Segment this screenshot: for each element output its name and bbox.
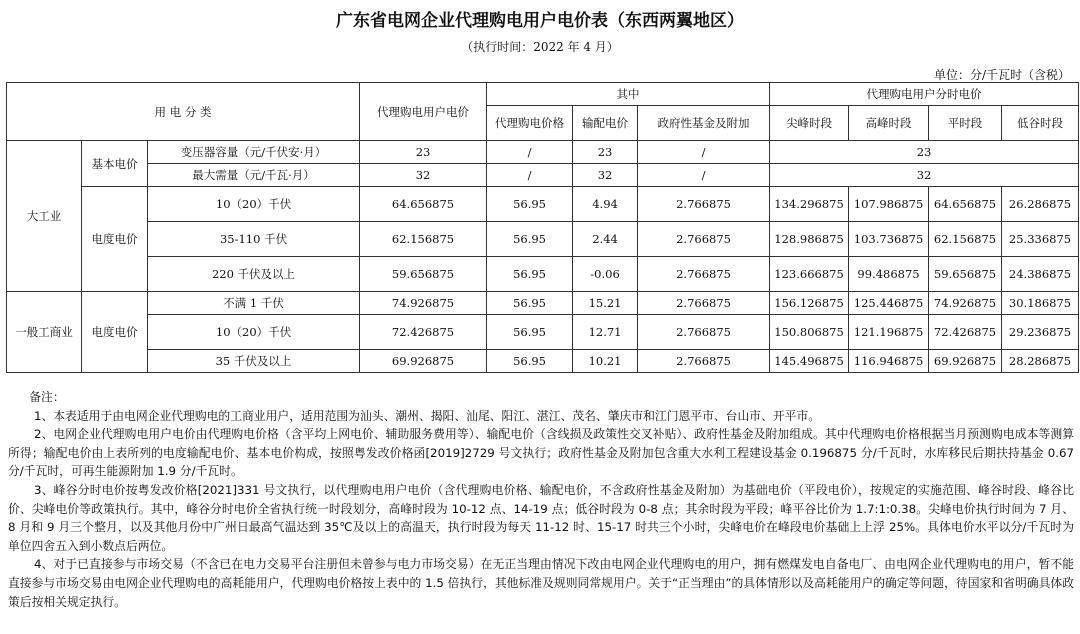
header-sharp-peak: 尖峰时段 — [770, 106, 849, 141]
row-name: 变压器容量（元/千伏安·月） — [148, 141, 360, 164]
cell-peak: 107.986875 — [849, 187, 929, 222]
cell-valley: 26.286875 — [1002, 187, 1079, 222]
cell-sharp: 150.806875 — [770, 315, 849, 350]
table-row — [7, 141, 1079, 164]
cell-fund: 2.766875 — [638, 292, 770, 315]
cell-transmission: 32 — [573, 164, 638, 187]
header-row-1 — [7, 83, 1079, 106]
cell-valley: 30.186875 — [1002, 292, 1079, 315]
cell-sharp: 134.296875 — [770, 187, 849, 222]
cell-flat: 59.656875 — [929, 257, 1002, 292]
cell-sharp: 128.986875 — [770, 222, 849, 257]
cell-agent: 72.426875 — [360, 315, 487, 350]
cell-fund: 2.766875 — [638, 350, 770, 373]
cell-fund: / — [638, 141, 770, 164]
row-name: 35-110 千伏 — [148, 222, 360, 257]
subcategory-basic: 基本电价 — [82, 141, 148, 187]
header-purchase-price: 代理购电价格 — [487, 106, 573, 141]
table-row — [7, 222, 1079, 257]
category-general-industry: 一般工商业 — [7, 292, 82, 373]
cell-flat: 72.426875 — [929, 315, 1002, 350]
header-among: 其中 — [487, 83, 770, 106]
header-agent-price: 代理购电用户电价 — [360, 83, 487, 141]
header-gov-fund: 政府性基金及附加 — [638, 106, 770, 141]
cell-purchase: 56.95 — [487, 257, 573, 292]
header-transmission-price: 输配电价 — [573, 106, 638, 141]
cell-valley: 28.286875 — [1002, 350, 1079, 373]
cell-peak: 99.486875 — [849, 257, 929, 292]
cell-flat: 62.156875 — [929, 222, 1002, 257]
subcategory-energy: 电度电价 — [82, 187, 148, 292]
row-name: 220 千伏及以上 — [148, 257, 360, 292]
price-table — [6, 82, 1079, 373]
row-name: 最大需量（元/千瓦·月） — [148, 164, 360, 187]
table-row — [7, 187, 1079, 222]
note-item: 2、电网企业代理购电用户电价由代理购电价格（含平均上网电价、辅助服务费用等）、输配电价（含线损及政策性交叉补贴）、政府性基金及附加组成。其中代理购电价格根据当月预测购电成本等测算所得；输配电价由上表所列的电度输配电价、基本电价构成，按照粤发改价格函[2019]2729 号文执行；政府性基金及附加包含重大水利工程建设基金 0.196875 分/千瓦时，水库移民后期扶持基金 0.67 分/千瓦时，可再生能源附加 1.9 分/千瓦时。 — [8, 427, 1074, 479]
unit-label: 单位：分/千瓦时（含税） — [933, 68, 1070, 82]
notes-lead: 备注： — [29, 390, 65, 404]
cell-fund: 2.766875 — [638, 222, 770, 257]
cell-agent: 62.156875 — [360, 222, 487, 257]
cell-purchase: 56.95 — [487, 350, 573, 373]
cell-peak: 125.446875 — [849, 292, 929, 315]
cell-flat: 64.656875 — [929, 187, 1002, 222]
cell-fund: 2.766875 — [638, 257, 770, 292]
table-row — [7, 257, 1079, 292]
cell-agent: 69.926875 — [360, 350, 487, 373]
cell-purchase: / — [487, 141, 573, 164]
row-name: 不满 1 千伏 — [148, 292, 360, 315]
table-row — [7, 315, 1079, 350]
cell-fund: 2.766875 — [638, 315, 770, 350]
note-item: 4、对于已直接参与市场交易（不含已在电力交易平台注册但未曾参与电力市场交易）在无正当理由情况下改由电网企业代理购电的用户，拥有燃煤发电自备电厂、由电网企业代理购电的用户，暂不能直接参与市场交易由电网企业代理购电的高耗能用户，代理购电价格按上表中的 1.5 倍执行，其他标准及规则同常规用户。关于“正当理由”的具体情形以及高耗能用户的确定等问题，待国家和省明确具体政策后按相关规定执行。 — [8, 557, 1074, 609]
cell-transmission: 10.21 — [573, 350, 638, 373]
cell-flat: 69.926875 — [929, 350, 1002, 373]
cell-transmission: 4.94 — [573, 187, 638, 222]
cell-peak: 103.736875 — [849, 222, 929, 257]
cell-flat: 74.926875 — [929, 292, 1002, 315]
cell-valley: 24.386875 — [1002, 257, 1079, 292]
header-flat: 平时段 — [929, 106, 1002, 141]
row-name: 35 千伏及以上 — [148, 350, 360, 373]
cell-transmission: 2.44 — [573, 222, 638, 257]
cell-purchase: 56.95 — [487, 187, 573, 222]
cell-agent: 74.926875 — [360, 292, 487, 315]
cell-transmission: -0.06 — [573, 257, 638, 292]
cell-transmission: 23 — [573, 141, 638, 164]
header-tou-group: 代理购电用户分时电价 — [770, 83, 1079, 106]
cell-sharp: 156.126875 — [770, 292, 849, 315]
cell-fund: 2.766875 — [638, 187, 770, 222]
cell-purchase: 56.95 — [487, 292, 573, 315]
cell-valley: 29.236875 — [1002, 315, 1079, 350]
cell-transmission: 15.21 — [573, 292, 638, 315]
table-row — [7, 164, 1079, 187]
cell-peak: 121.196875 — [849, 315, 929, 350]
notes-section — [8, 388, 1074, 611]
cell-agent: 59.656875 — [360, 257, 487, 292]
cell-valley: 25.336875 — [1002, 222, 1079, 257]
cell-purchase: 56.95 — [487, 315, 573, 350]
cell-tou-merged: 32 — [770, 164, 1079, 187]
cell-tou-merged: 23 — [770, 141, 1079, 164]
page-title: 广东省电网企业代理购电用户电价表（东西两翼地区） — [336, 11, 744, 31]
header-valley: 低谷时段 — [1002, 106, 1079, 141]
row-name: 10（20）千伏 — [148, 315, 360, 350]
cell-agent: 23 — [360, 141, 487, 164]
effective-date: （执行时间：2022 年 4 月） — [461, 40, 619, 54]
table-row — [7, 350, 1079, 373]
subcategory-energy: 电度电价 — [82, 292, 148, 373]
cell-sharp: 123.666875 — [770, 257, 849, 292]
cell-sharp: 145.496875 — [770, 350, 849, 373]
cell-peak: 116.946875 — [849, 350, 929, 373]
header-peak: 高峰时段 — [849, 106, 929, 141]
note-item: 1、本表适用于由电网企业代理购电的工商业用户，适用范围为汕头、潮州、揭阳、汕尾、阳江、湛江、茂名、肇庆市和江门恩平市、台山市、开平市。 — [33, 408, 821, 423]
header-category: 用 电 分 类 — [7, 83, 360, 141]
note-item: 3、峰谷分时电价按粤发改价格[2021]331 号文执行，以代理购电用户电价（含代理购电价格、输配电价，不含政府性基金及附加）为基础电价（平段电价），按规定的实施范围、峰谷时段、峰谷比价、尖峰电价等政策执行。其中，峰谷分时电价全省执行统一时段划分，高峰时段为 10-12 点、14-19 点；低谷时段为 0-8 点；其余时段为平段；峰平谷比价为 1.7:1:0.38。尖峰电价执行时间为 7 月、8 月和 9 月三个整月，以及其他月份中广州日最高气温达到 35℃及以上的高温天，执行时段为每天 11-12 时、15-17 时共三个小时，尖峰电价在峰段电价基础上上浮 25%。具体电价水平以分/千瓦时为单位四舍五入到小数点后两位。 — [8, 482, 1074, 553]
category-large-industry: 大工业 — [7, 141, 82, 292]
cell-agent: 64.656875 — [360, 187, 487, 222]
table-row — [7, 292, 1079, 315]
cell-agent: 32 — [360, 164, 487, 187]
cell-fund: / — [638, 164, 770, 187]
cell-purchase: 56.95 — [487, 222, 573, 257]
row-name: 10（20）千伏 — [148, 187, 360, 222]
cell-transmission: 12.71 — [573, 315, 638, 350]
cell-purchase: / — [487, 164, 573, 187]
